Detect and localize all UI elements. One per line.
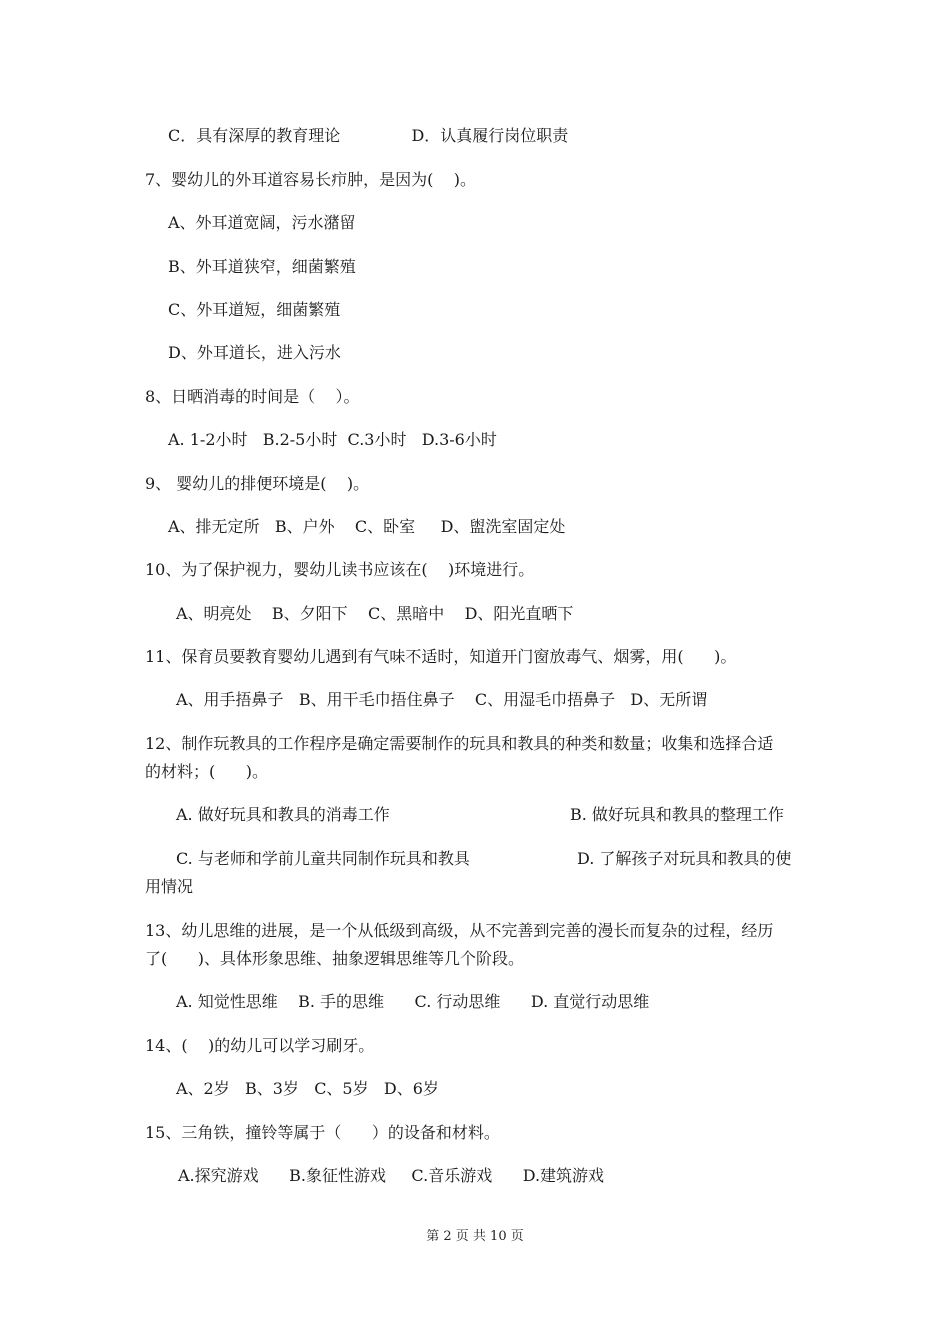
q12-option-b: B. 做好玩具和教具的整理工作 — [570, 805, 784, 824]
q13-question-line1: 13、幼儿思维的进展，是一个从低级到高级，从不完善到完善的漫长而复杂的过程，经历 — [145, 921, 774, 940]
q7-option-c: C、外耳道短，细菌繁殖 — [168, 300, 341, 319]
q14-question: 14、( )的幼儿可以学习刷牙。 — [145, 1036, 375, 1055]
q9-question: 9、 婴幼儿的排便环境是( )。 — [145, 474, 370, 493]
q12-option-d: D. 了解孩子对玩具和教具的使 — [577, 849, 792, 868]
q12-option-d-continued: 用情况 — [145, 877, 194, 896]
q12-option-a: A. 做好玩具和教具的消毒工作 — [176, 805, 390, 824]
q7-option-b: B、外耳道狭窄，细菌繁殖 — [168, 257, 356, 276]
q13-options: A. 知觉性思维 B. 手的思维 C. 行动思维 D. 直觉行动思维 — [176, 992, 650, 1011]
q7-option-a: A、外耳道宽阔，污水潴留 — [168, 213, 356, 232]
page-number-footer: 第 2 页 共 10 页 — [426, 1229, 524, 1244]
q6-options-cd: C．具有深厚的教育理论 D．认真履行岗位职责 — [168, 126, 569, 145]
q8-question: 8、日晒消毒的时间是（ ）。 — [145, 387, 360, 406]
q7-question: 7、婴幼儿的外耳道容易长疖肿，是因为( )。 — [145, 170, 477, 189]
q11-options: A、用手捂鼻子 B、用干毛巾捂住鼻子 C、用湿毛巾捂鼻子 D、无所谓 — [176, 690, 708, 709]
q12-option-c: C. 与老师和学前儿童共同制作玩具和教具 — [176, 849, 470, 868]
q13-question-line2: 了( )、具体形象思维、抽象逻辑思维等几个阶段。 — [145, 949, 525, 968]
q12-question-line2: 的材料；( )。 — [145, 762, 269, 781]
q10-options: A、明亮处 B、夕阳下 C、黑暗中 D、阳光直晒下 — [176, 604, 574, 623]
q15-question: 15、三角铁，撞铃等属于（ ）的设备和材料。 — [145, 1123, 500, 1142]
q10-question: 10、为了保护视力，婴幼儿读书应该在( )环境进行。 — [145, 560, 535, 579]
q11-question: 11、保育员要教育婴幼儿遇到有气味不适时，知道开门窗放毒气、烟雾，用( )。 — [145, 647, 737, 666]
q12-question-line1: 12、制作玩教具的工作程序是确定需要制作的玩具和教具的种类和数量；收集和选择合适 — [145, 734, 774, 753]
q14-options: A、2岁 B、3岁 C、5岁 D、6岁 — [176, 1079, 439, 1098]
q15-options: A.探究游戏 B.象征性游戏 C.音乐游戏 D.建筑游戏 — [178, 1166, 605, 1185]
q8-options: A. 1-2小时 B.2-5小时 C.3小时 D.3-6小时 — [168, 430, 497, 449]
q7-option-d: D、外耳道长，进入污水 — [168, 343, 341, 362]
q9-options: A、排无定所 B、户外 C、卧室 D、盥洗室固定处 — [168, 517, 566, 536]
